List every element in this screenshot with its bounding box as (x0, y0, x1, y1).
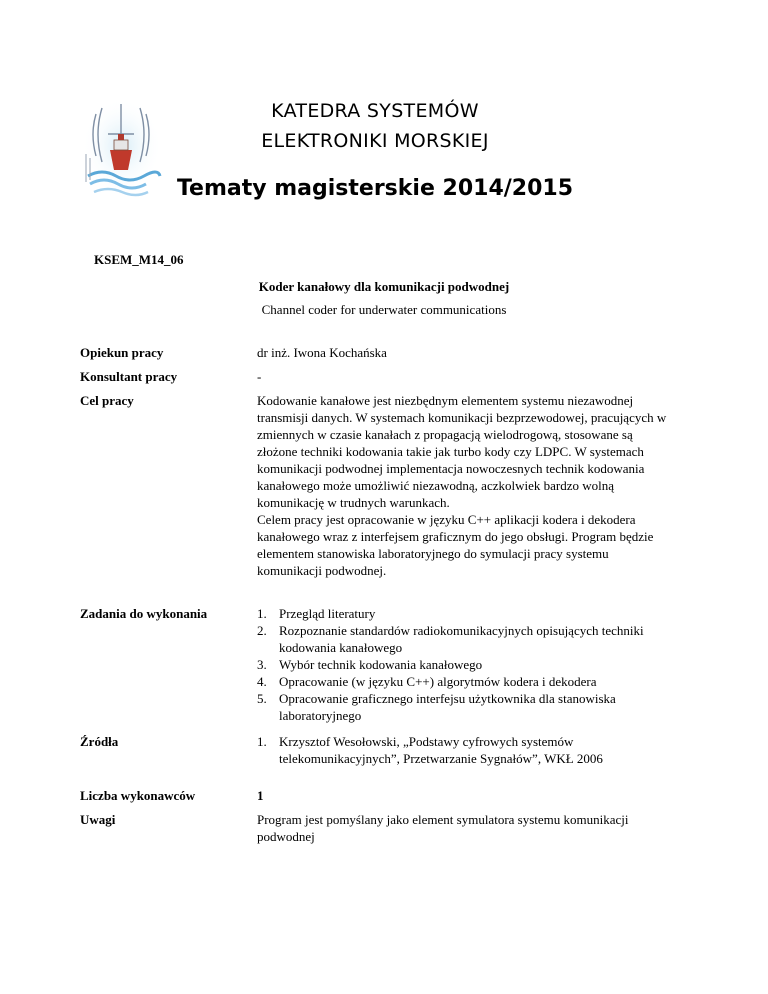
thesis-code: KSEM_M14_06 (94, 252, 184, 267)
sources-list (257, 733, 667, 767)
supervisor-label: Opiekun pracy (80, 345, 164, 360)
tasks-label: Zadania do wykonania (80, 606, 208, 621)
task-item: 5. Opracowanie graficznego interfejsu użytkownika dla stanowiska laboratoryjnego (257, 691, 616, 723)
consultant-label: Konsultant pracy (80, 369, 178, 384)
goal-paragraph-2: Celem pracy jest opracowanie w języku C++ aplikacji kodera i dekodera kanałowego wraz z interfejsem graficznym do jego obsługi. Program będzie elementem stanowiska laboratoryjnego do symulacji pracy systemu komunikacji podwodnej. (257, 512, 654, 578)
notes-value: Program jest pomyślany jako element symulatora systemu komunikacji podwodnej (257, 812, 629, 844)
task-item: 3. Wybór technik kodowania kanałowego (257, 657, 483, 672)
document-title: Tematy magisterskie 2014/2015 (176, 176, 574, 201)
department-name-line2: ELEKTRONIKI MORSKIEJ (261, 130, 489, 152)
thesis-title-english: Channel coder for underwater communications (261, 302, 507, 317)
task-item: 1. Przegląd literatury (257, 606, 376, 621)
tasks-list (257, 605, 667, 724)
goal-label: Cel pracy (80, 393, 134, 408)
contributors-label: Liczba wykonawców (80, 788, 196, 803)
contributors-value: 1 (257, 788, 264, 803)
department-name-line1: KATEDRA SYSTEMÓW (271, 100, 479, 122)
source-item: 1. Krzysztof Wesołowski, „Podstawy cyfrowych systemów telekomunikacyjnych”, Przetwarzanie Sygnałów”, WKŁ 2006 (257, 734, 603, 766)
task-item: 2. Rozpoznanie standardów radiokomunikacyjnych opisujących techniki kodowania kanałowego (257, 623, 644, 655)
consultant-value: - (257, 369, 262, 384)
goal-paragraph-1: Kodowanie kanałowe jest niezbędnym elementem systemu niezawodnej transmisji danych. W systemach komunikacji bezprzewodowej, pracujących w zmiennych w czasie kanałach z propagacją wielodrogową, stosowane są złożone techniki kodowania takie jak turbo kody czy LDPC. W systemach komunikacji podwodnej implementacja nowoczesnych technik kodowania kanałowego może umożliwić niezawodną, aczkolwiek bardzo wolną komunikację w trudnych warunkach. (257, 393, 667, 510)
notes-label: Uwagi (80, 812, 116, 827)
supervisor-value: dr inż. Iwona Kochańska (257, 345, 387, 360)
sources-label: Źródła (80, 734, 119, 749)
task-item: 4. Opracowanie (w języku C++) algorytmów kodera i dekodera (257, 674, 597, 689)
department-name (200, 96, 550, 156)
goal-text (257, 392, 667, 579)
thesis-title-polish: Koder kanałowy dla komunikacji podwodnej (258, 279, 510, 294)
